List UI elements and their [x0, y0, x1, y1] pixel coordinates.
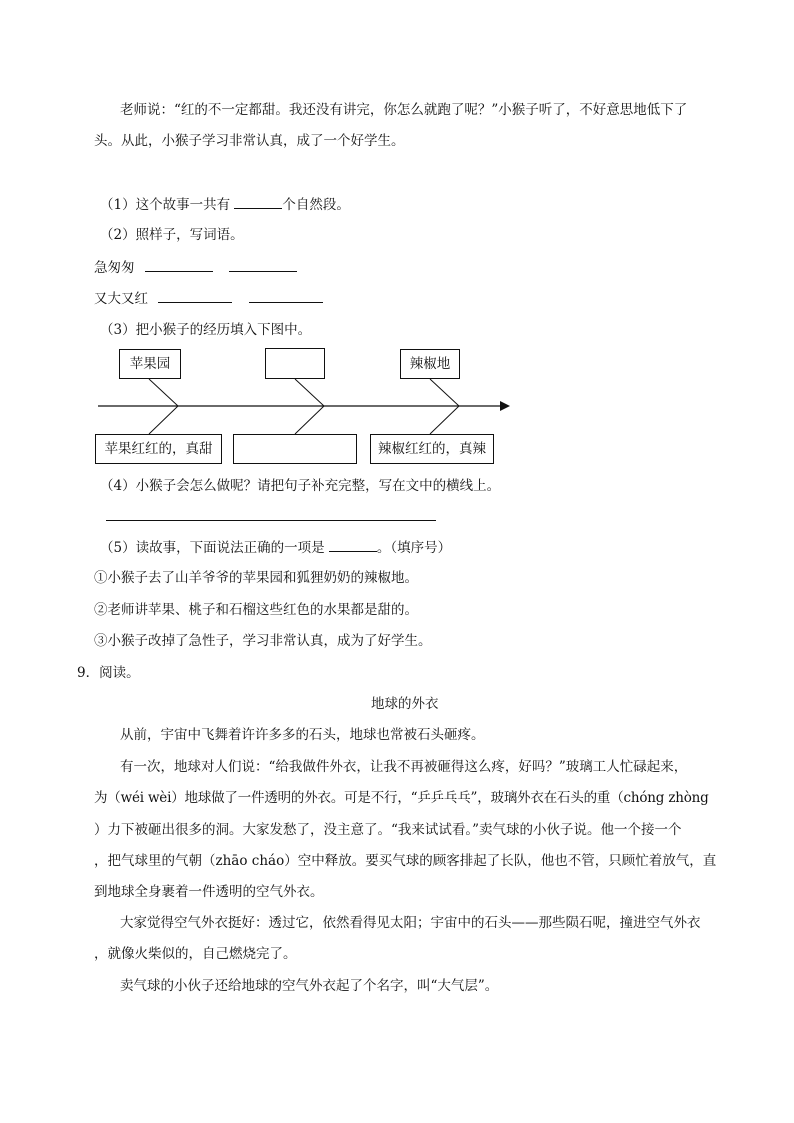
option-3: ③小猴子改掉了急性子，学习非常认真，成为了好学生。 [94, 633, 432, 649]
passage-line-5: ，把气球里的气朝（zhāo cháo）空中释放。要买气球的顾客排起了长队，他也不管，只顾忙着放气，直 [94, 853, 717, 869]
example-word-1: 急匆匆 [94, 260, 135, 276]
question-9-heading: 9．阅读。 [77, 665, 140, 681]
story-line-2: 头。从此，小猴子学习非常认真，成了一个好学生。 [94, 133, 405, 149]
story-line-1: 老师说：“红的不一定都甜。我还没有讲完，你怎么就跑了呢？”小猴子听了，不好意思地低下了 [120, 102, 688, 118]
timeline-arrowhead [500, 401, 510, 411]
place-box-3: 辣椒地 [400, 349, 460, 379]
option-number-blank[interactable] [329, 537, 377, 552]
result-box-1: 苹果红红的，真甜 [95, 434, 222, 464]
option-1: ①小猴子去了山羊爷爷的苹果园和狐狸奶奶的辣椒地。 [94, 570, 418, 586]
question-5-text: （5）读故事，下面说法正确的一项是 [100, 540, 329, 556]
place-box-1: 苹果园 [119, 349, 181, 379]
question-5-suffix: 。（填序号） [376, 540, 452, 556]
question-4: （4）小猴子会怎么做呢？请把句子补充完整，写在文中的横线上。 [100, 478, 501, 494]
example-word-2: 又大又红 [94, 291, 148, 307]
answer-line[interactable] [106, 520, 436, 521]
passage-line-6: 到地球全身裹着一件透明的空气外衣。 [94, 884, 324, 900]
question-5 [100, 537, 451, 558]
passage-line-9: 卖气球的小伙子还给地球的空气外衣起了个名字，叫“大气层”。 [120, 978, 499, 994]
passage-title: 地球的外衣 [371, 696, 439, 712]
place-box-2-blank[interactable] [265, 348, 325, 379]
passage-line-1: 从前，宇宙中飞舞着许许多多的石头，地球也常被石头砸疼。 [120, 727, 485, 743]
question-2: （2）照样子，写词语。 [100, 227, 244, 243]
question-1-suffix: 个自然段。 [282, 197, 350, 213]
passage-line-7: 大家觉得空气外衣挺好：透过它，依然看得见太阳；宇宙中的石头——那些陨石呢，撞进空气外衣 [120, 915, 701, 931]
passage-line-4: ）力下被砸出很多的洞。大家发愁了，没主意了。“我来试试看。”卖气球的小伙子说。他一个接一个 [94, 822, 682, 838]
passage-line-8: ，就像火柴似的，自己燃烧完了。 [94, 946, 297, 962]
option-2: ②老师讲苹果、桃子和石榴这些红色的水果都是甜的。 [94, 602, 418, 618]
question-3: （3）把小猴子的经历填入下图中。 [100, 322, 312, 338]
passage-line-2: 有一次，地球对人们说：“给我做件外衣，让我不再被砸得这么疼，好吗？”玻璃工人忙碌起来， [120, 759, 688, 775]
result-box-2-blank[interactable] [233, 434, 357, 464]
result-box-3: 辣椒红红的，真辣 [370, 434, 494, 464]
passage-line-3: 为（wéi wèi）地球做了一件透明的外衣。可是不行，“乒乒乓乓”，玻璃外衣在石头的重（chóng zhòng [94, 790, 709, 806]
question-1-text: （1）这个故事一共有 [100, 197, 235, 213]
